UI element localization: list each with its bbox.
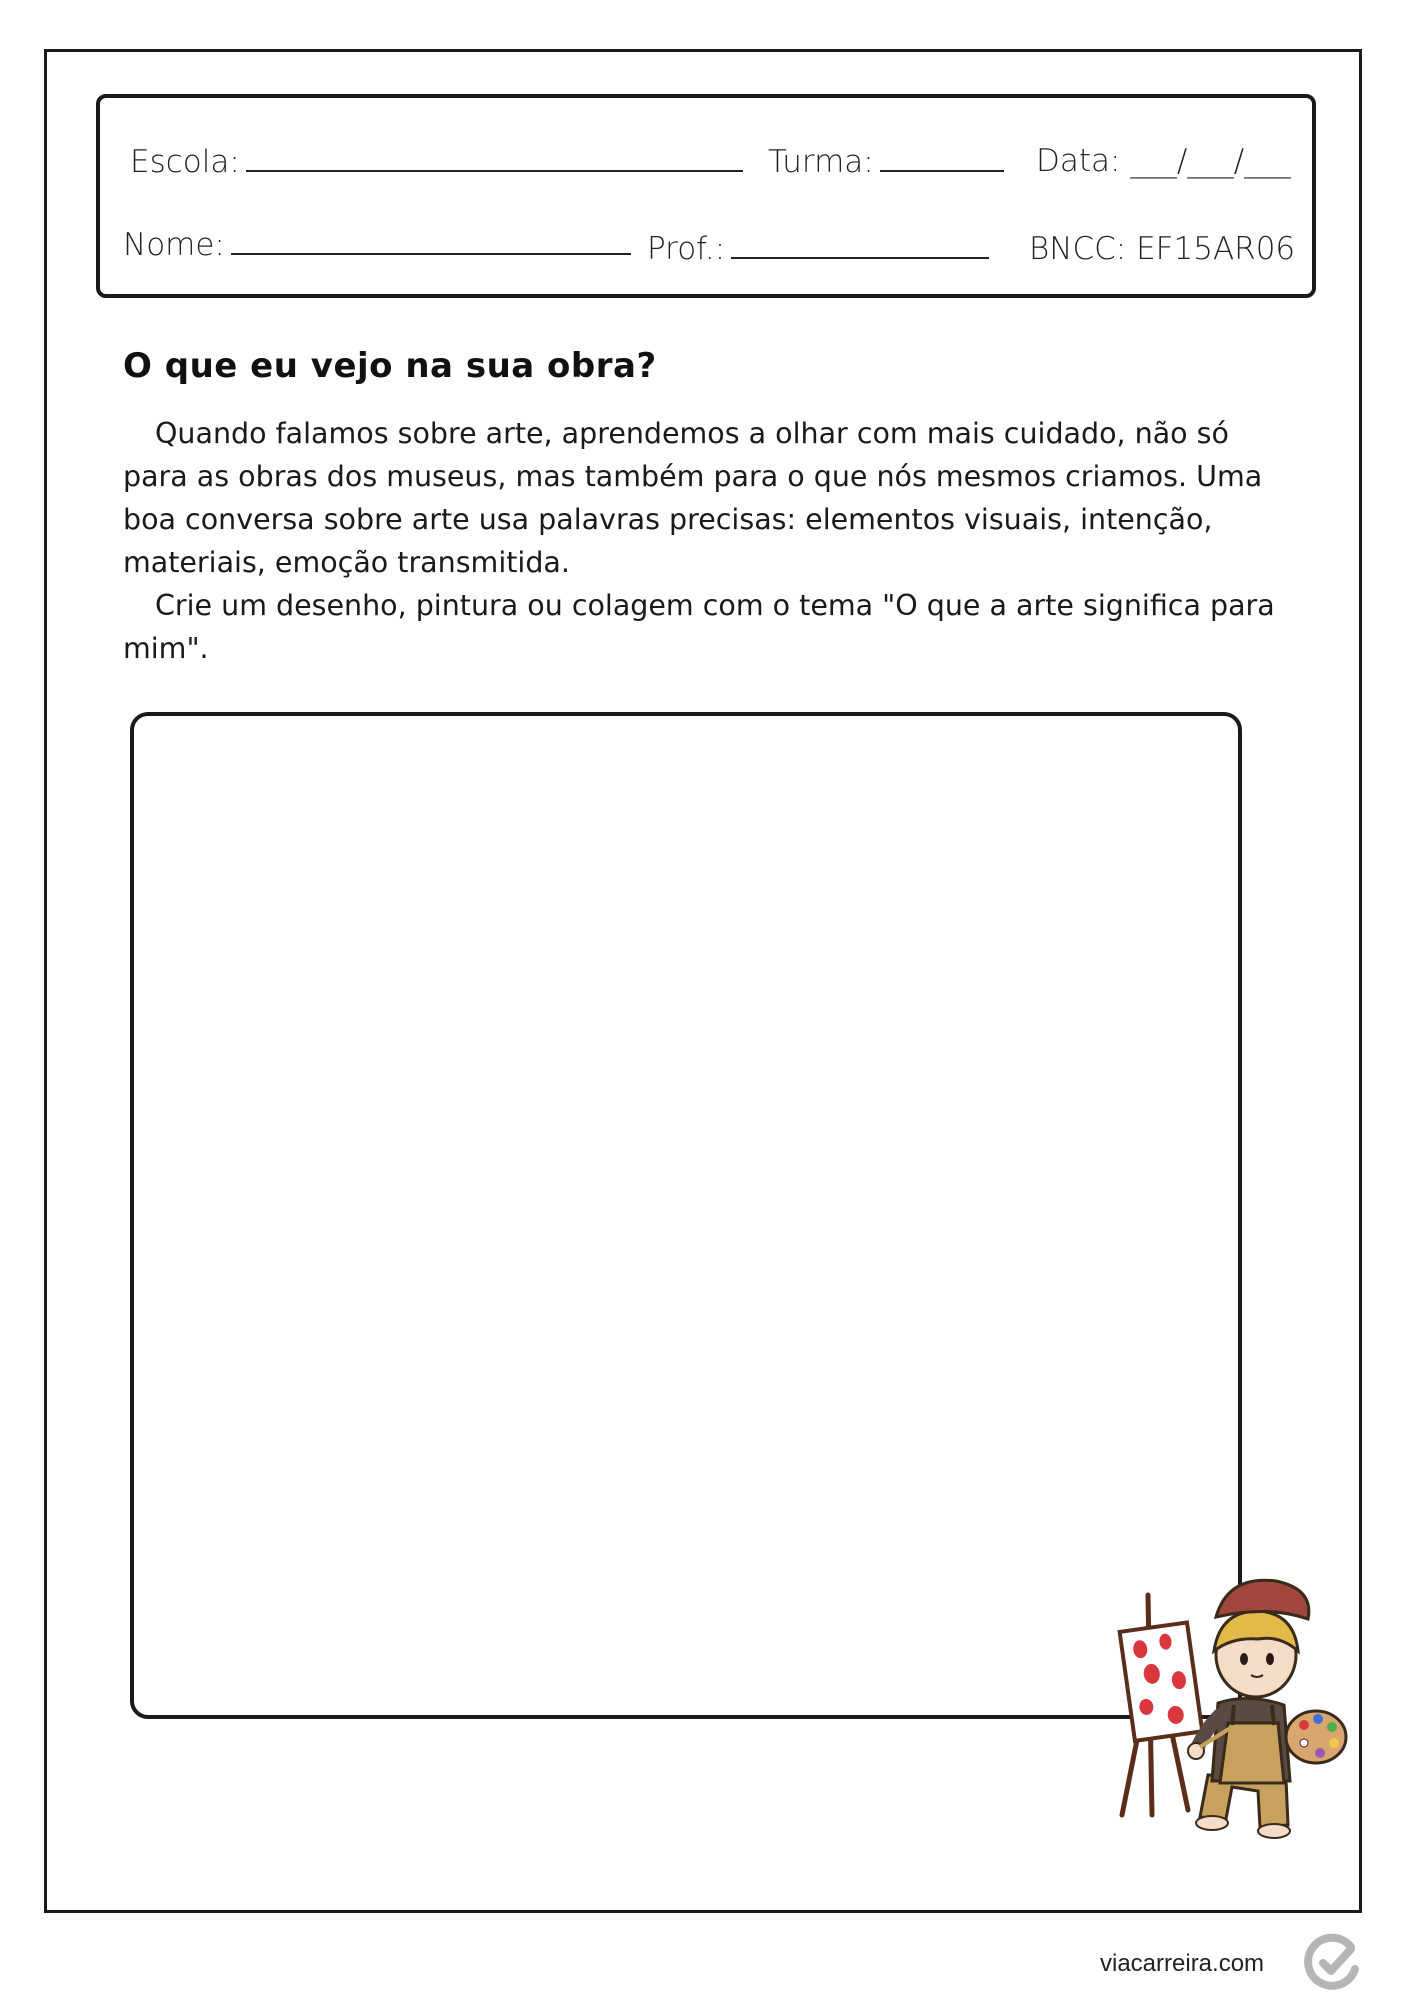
name-label: Nome: (123, 227, 225, 263)
date-label: Data: ___/___/___ (1036, 143, 1291, 179)
instruction-paragraph-1: Quando falamos sobre arte, aprendemos a olhar com mais cuidado, não só para as obras dos museus, mas também para o que nós mesmos criamos. Uma boa conversa sobre arte usa palavras precisas: elementos visuais, intenção, materiais, emoção transmitida. (123, 417, 1263, 579)
school-field[interactable] (130, 144, 743, 180)
name-blank-line[interactable] (231, 252, 631, 255)
school-label: Escola: (130, 144, 240, 180)
child-painter-illustration (1108, 1555, 1348, 1855)
footer-website[interactable]: viacarreira.com (1100, 1950, 1265, 1977)
teacher-label: Prof.: (647, 231, 726, 267)
class-label: Turma: (768, 144, 874, 180)
teacher-blank-line[interactable] (731, 256, 989, 259)
school-blank-line[interactable] (246, 169, 743, 172)
student-info-box (96, 94, 1316, 298)
class-field[interactable] (768, 144, 1004, 180)
drawing-area[interactable] (130, 712, 1242, 1719)
activity-instructions (123, 412, 1283, 670)
teacher-field[interactable] (647, 231, 989, 267)
bncc-code: BNCC: EF15AR06 (1029, 231, 1296, 267)
name-field[interactable] (123, 227, 631, 263)
date-field[interactable] (1036, 143, 1291, 179)
activity-title: O que eu vejo na sua obra? (123, 346, 657, 386)
class-blank-line[interactable] (880, 169, 1004, 172)
instruction-paragraph-2: Crie um desenho, pintura ou colagem com o tema "O que a arte significa para mim". (123, 589, 1275, 665)
check-logo-icon (1303, 1933, 1363, 1993)
